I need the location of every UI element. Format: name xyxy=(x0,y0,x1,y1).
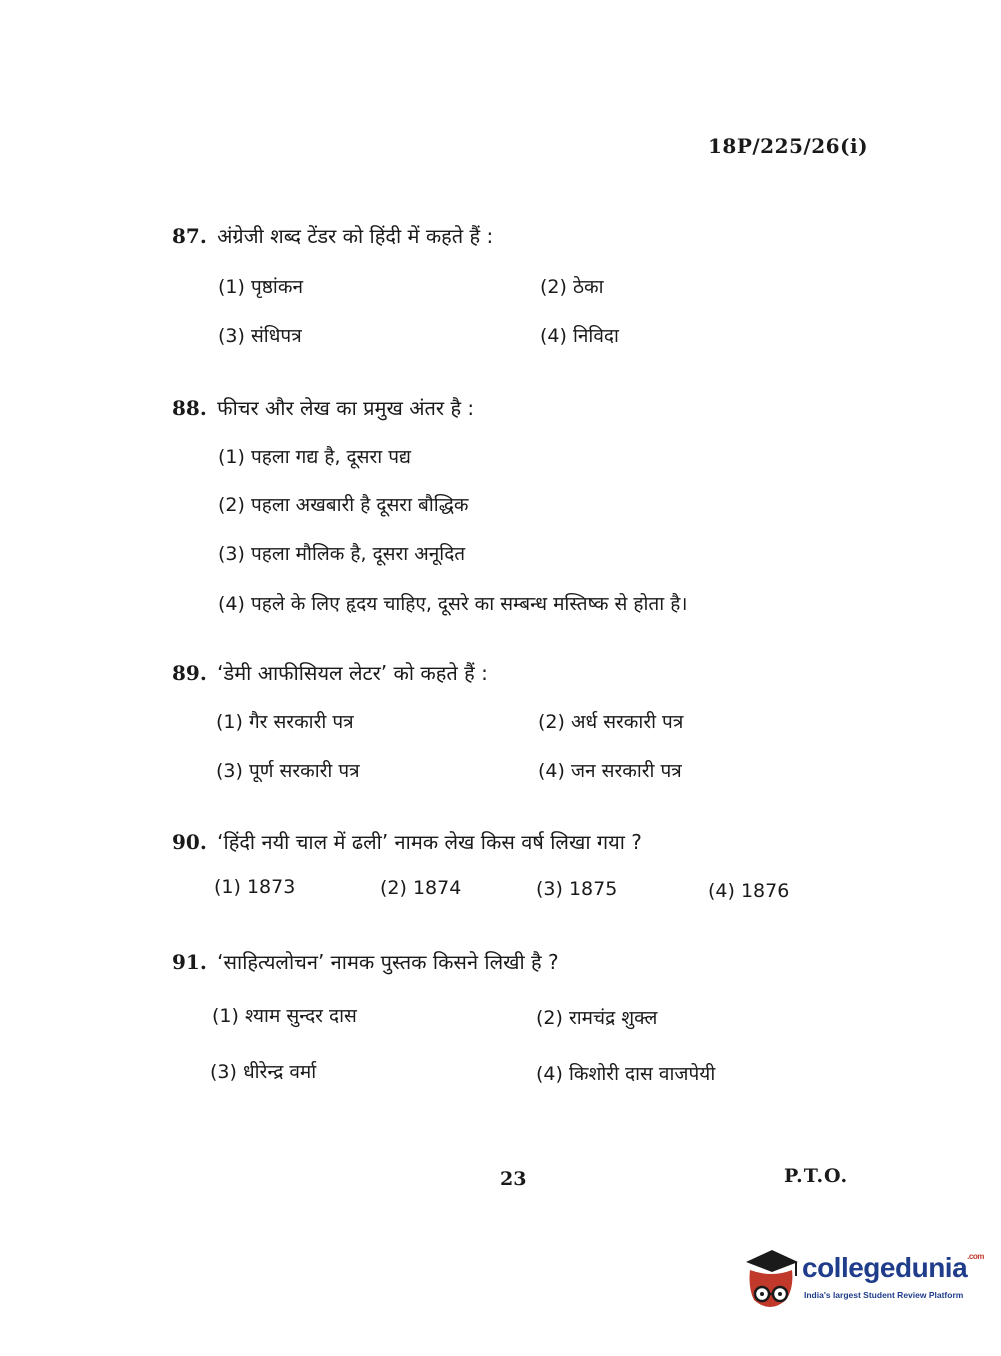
collegedunia-logo xyxy=(740,1248,984,1318)
question-90 xyxy=(172,828,642,855)
question-number: 90. xyxy=(172,830,207,854)
logo-tagline: India's largest Student Review Platform xyxy=(804,1290,964,1300)
option-89-4: (4) जन सरकारी पत्र xyxy=(538,760,682,782)
question-91 xyxy=(172,948,559,975)
paper-code: 18P/225/26(i) xyxy=(708,134,869,158)
logo-wordmark: collegedunia$^{.com}$ xyxy=(802,1252,984,1283)
question-text: ‘साहित्यलोचन’ नामक पुस्तक किसने लिखी है ? xyxy=(217,950,559,974)
option-89-2: (2) अर्ध सरकारी पत्र xyxy=(538,711,684,733)
option-88-1: (1) पहला गद्य है, दूसरा पद्य xyxy=(218,446,411,468)
question-number: 87. xyxy=(172,224,207,248)
pto-label: P.T.O. xyxy=(784,1165,849,1187)
option-88-2: (2) पहला अखबारी है दूसरा बौद्धिक xyxy=(218,494,469,516)
option-87-1: (1) पृष्ठांकन xyxy=(218,276,303,298)
option-87-4: (4) निविदा xyxy=(540,325,619,347)
question-number: 88. xyxy=(172,396,207,420)
question-88 xyxy=(172,394,474,421)
question-number: 91. xyxy=(172,950,207,974)
question-89 xyxy=(172,659,488,686)
question-text: ‘डेमी आफीसियल लेटर’ को कहते हैं : xyxy=(217,661,488,685)
question-text: फीचर और लेख का प्रमुख अंतर है : xyxy=(217,396,475,420)
question-text: ‘हिंदी नयी चाल में ढली’ नामक लेख किस वर्ष लिखा गया ? xyxy=(217,830,642,854)
option-90-1: (1) 1873 xyxy=(214,876,296,898)
option-88-4: (4) पहले के लिए हृदय चाहिए, दूसरे का सम्बन्ध मस्तिष्क से होता है। xyxy=(218,593,688,615)
mascot-icon xyxy=(740,1248,802,1318)
option-89-1: (1) गैर सरकारी पत्र xyxy=(216,711,354,733)
option-87-2: (2) ठेका xyxy=(540,276,604,298)
option-87-3: (3) संधिपत्र xyxy=(218,325,302,347)
option-90-2: (2) 1874 xyxy=(380,877,462,899)
question-87 xyxy=(172,222,493,249)
question-number: 89. xyxy=(172,661,207,685)
option-91-1: (1) श्याम सुन्दर दास xyxy=(212,1005,357,1027)
option-90-4: (4) 1876 xyxy=(708,880,790,902)
option-88-3: (3) पहला मौलिक है, दूसरा अनूदित xyxy=(218,543,466,565)
page-number: 23 xyxy=(500,1168,527,1190)
option-91-3: (3) धीरेन्द्र वर्मा xyxy=(210,1061,317,1083)
option-91-4: (4) किशोरी दास वाजपेयी xyxy=(536,1063,716,1085)
option-91-2: (2) रामचंद्र शुक्ल xyxy=(536,1007,658,1029)
option-89-3: (3) पूर्ण सरकारी पत्र xyxy=(216,760,360,782)
question-text: अंग्रेजी शब्द टेंडर को हिंदी में कहते हैं : xyxy=(217,224,494,248)
option-90-3: (3) 1875 xyxy=(536,878,618,900)
